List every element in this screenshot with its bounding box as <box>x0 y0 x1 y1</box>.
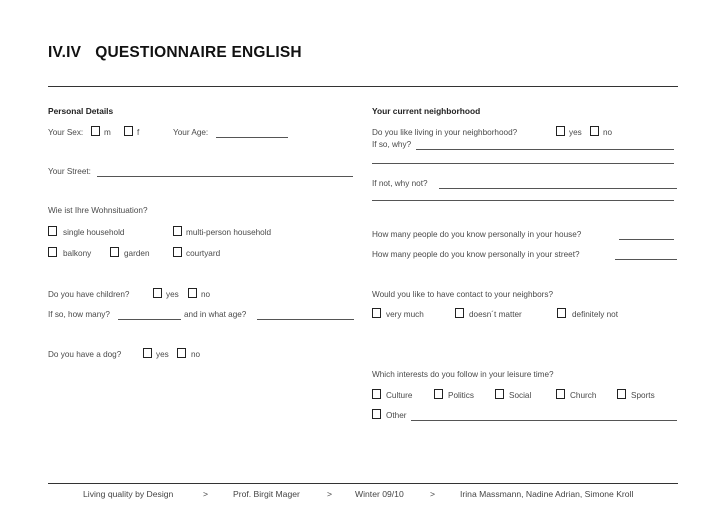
footer-separator: > <box>203 489 209 499</box>
other-checkbox[interactable] <box>372 409 381 419</box>
like-question: Do you like living in your neighborhood? <box>372 128 518 137</box>
like-yes-label: yes <box>569 128 582 137</box>
page-title <box>48 44 302 62</box>
sports-label: Sports <box>631 391 655 400</box>
people-house-field[interactable] <box>619 239 674 240</box>
whynot-field-line2[interactable] <box>372 200 674 201</box>
dog-question: Do you have a dog? <box>48 350 122 359</box>
courtyard-label: courtyard <box>186 249 221 258</box>
sex-f-checkbox[interactable] <box>124 126 133 136</box>
like-no-checkbox[interactable] <box>590 126 599 136</box>
other-field[interactable] <box>411 420 677 421</box>
church-label: Church <box>570 391 597 400</box>
interests-question: Which interests do you follow in your leisure time? <box>372 370 554 379</box>
sex-f-label: f <box>137 128 140 137</box>
why-question: If so, why? <box>372 140 412 149</box>
howmany-question: If so, how many? <box>48 310 110 319</box>
contact-definitely-checkbox[interactable] <box>557 308 566 318</box>
children-age-field[interactable] <box>257 319 354 320</box>
top-divider <box>48 86 678 87</box>
dog-no-label: no <box>191 350 201 359</box>
howmany-field[interactable] <box>118 319 181 320</box>
footer-authors: Irina Massmann, Nadine Adrian, Simone Kroll <box>460 489 634 499</box>
social-checkbox[interactable] <box>495 389 504 399</box>
garden-label: garden <box>124 249 150 258</box>
sex-label: Your Sex: <box>48 128 84 137</box>
section-number: IV.IV <box>48 44 82 61</box>
personal-details-heading: Personal Details <box>48 106 114 116</box>
balkony-checkbox[interactable] <box>48 247 57 257</box>
politics-label: Politics <box>448 391 474 400</box>
sports-checkbox[interactable] <box>617 389 626 399</box>
dog-no-checkbox[interactable] <box>177 348 186 358</box>
age-label: Your Age: <box>173 128 209 137</box>
neighborhood-heading: Your current neighborhood <box>372 106 481 116</box>
children-question: Do you have children? <box>48 290 130 299</box>
sex-m-label: m <box>104 128 111 137</box>
footer-separator: > <box>327 489 333 499</box>
like-no-label: no <box>603 128 613 137</box>
people-house-question: How many people do you know personally in your house? <box>372 230 582 239</box>
contact-doesnt-label: doesn´t matter <box>469 310 522 319</box>
social-label: Social <box>509 391 532 400</box>
why-field-line2[interactable] <box>372 163 674 164</box>
single-household-checkbox[interactable] <box>48 226 57 236</box>
balkony-label: balkony <box>63 249 92 258</box>
street-label: Your Street: <box>48 167 91 176</box>
courtyard-checkbox[interactable] <box>173 247 182 257</box>
footer-project: Living quality by Design <box>83 489 174 499</box>
contact-very-checkbox[interactable] <box>372 308 381 318</box>
dog-yes-label: yes <box>156 350 169 359</box>
multi-household-checkbox[interactable] <box>173 226 182 236</box>
children-yes-checkbox[interactable] <box>153 288 162 298</box>
people-street-question: How many people do you know personally in your street? <box>372 250 580 259</box>
footer-prof: Prof. Birgit Mager <box>233 489 300 499</box>
multi-household-label: multi-person household <box>186 228 272 237</box>
section-title: QUESTIONNAIRE ENGLISH <box>95 44 302 61</box>
children-no-label: no <box>201 290 211 299</box>
living-question: Wie ist Ihre Wohnsituation? <box>48 206 148 215</box>
other-label: Other <box>386 411 407 420</box>
age-field[interactable] <box>216 137 288 138</box>
footer-term: Winter 09/10 <box>355 489 404 499</box>
footer-separator: > <box>430 489 436 499</box>
church-checkbox[interactable] <box>556 389 565 399</box>
single-household-label: single household <box>63 228 125 237</box>
like-yes-checkbox[interactable] <box>556 126 565 136</box>
street-field[interactable] <box>97 176 353 177</box>
garden-checkbox[interactable] <box>110 247 119 257</box>
children-no-checkbox[interactable] <box>188 288 197 298</box>
bottom-divider <box>48 483 678 484</box>
why-field[interactable] <box>416 149 674 150</box>
age-question: and in what age? <box>184 310 247 319</box>
whynot-field[interactable] <box>439 188 677 189</box>
contact-question: Would you like to have contact to your neighbors? <box>372 290 553 299</box>
contact-doesnt-checkbox[interactable] <box>455 308 464 318</box>
whynot-question: If not, why not? <box>372 179 428 188</box>
contact-definitely-label: definitely not <box>572 310 618 319</box>
culture-label: Culture <box>386 391 413 400</box>
dog-yes-checkbox[interactable] <box>143 348 152 358</box>
sex-m-checkbox[interactable] <box>91 126 100 136</box>
politics-checkbox[interactable] <box>434 389 443 399</box>
children-yes-label: yes <box>166 290 179 299</box>
culture-checkbox[interactable] <box>372 389 381 399</box>
people-street-field[interactable] <box>615 259 677 260</box>
contact-very-label: very much <box>386 310 424 319</box>
